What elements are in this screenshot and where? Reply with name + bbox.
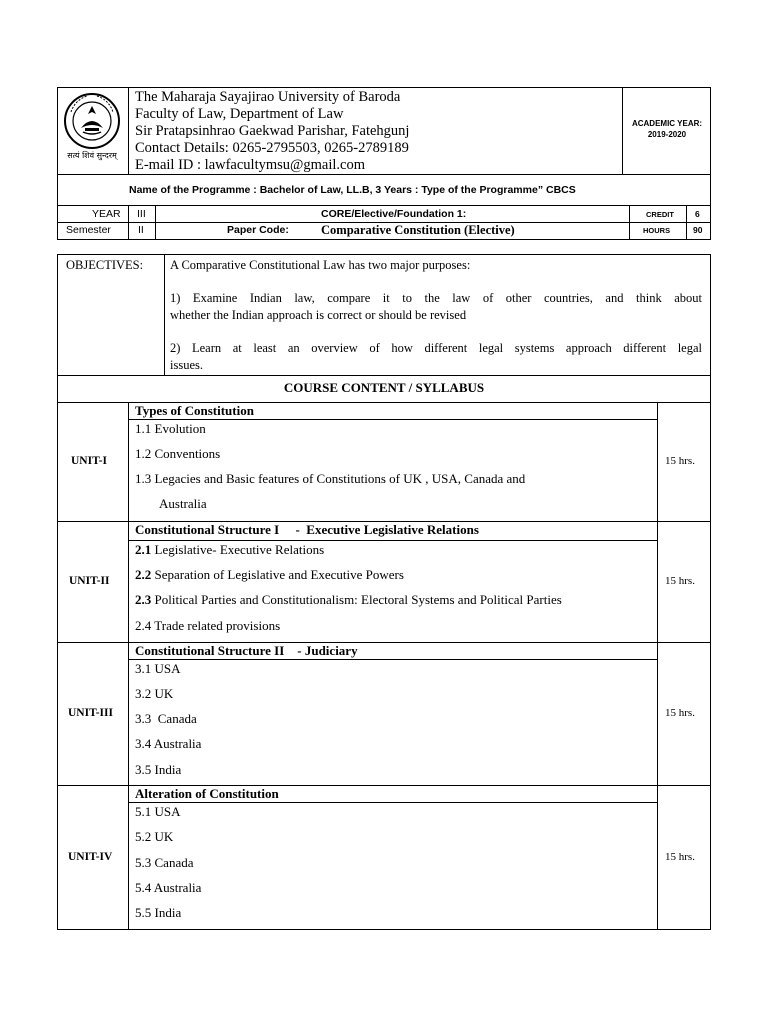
unit-3-title: Constitutional Structure II - Judiciary (135, 643, 358, 658)
year-value: III (137, 208, 146, 220)
unit-2-item: 2.2 Separation of Legislative and Executive Powers (135, 567, 404, 582)
unit-1-item: 1.1 Evolution (135, 421, 206, 436)
unit-1-label: UNIT-I (71, 455, 108, 467)
objective-2-line-1: 2) Learn at least an overview of how different legal systems approach different legal (170, 341, 702, 355)
objective-2-line-2: issues. (170, 358, 203, 372)
unit-1-item: Australia (159, 496, 207, 511)
unit-3-label: UNIT-III (68, 707, 113, 719)
semester-label: Semester (66, 224, 111, 236)
unit-4-hours: 15 hrs. (665, 851, 695, 863)
header-divider-left (128, 87, 129, 175)
year-label: YEAR (92, 208, 121, 220)
paper-code-label: Paper Code: (227, 224, 289, 236)
unit-4-item: 5.5 India (135, 905, 182, 920)
unit-1-item: 1.3 Legacies and Basic features of Constitutions of UK , USA, Canada and (135, 471, 526, 486)
objectives-intro: A Comparative Constitutional Law has two major purposes: (170, 258, 471, 272)
unit-4-item: 5.1 USA (135, 804, 181, 819)
unit-3-item: 3.2 UK (135, 686, 174, 701)
programme-name: Name of the Programme : Bachelor of Law, LL.B, 3 Years : Type of the Programme” CBCS (129, 184, 576, 196)
semester-value: II (138, 224, 144, 236)
contact-details: Contact Details: 0265-2795503, 0265-2789189 (135, 140, 409, 156)
logo-motto: सत्यं शिवं सुन्दरम् (67, 151, 117, 160)
objectives-label: OBJECTIVES: (66, 258, 144, 272)
unit-4-item: 5.2 UK (135, 829, 174, 844)
objective-1-line-1: 1) Examine Indian law, compare it to the law of other countries, and think about (170, 291, 702, 305)
unit-4-content-cell (128, 803, 658, 930)
unit-4-item: 5.3 Canada (135, 855, 194, 870)
unit-4-title: Alteration of Constitution (135, 786, 279, 801)
unit-3-hours: 15 hrs. (665, 707, 695, 719)
hours-label: HOURS (643, 226, 671, 235)
unit-1-title: Types of Constitution (135, 403, 254, 418)
credit-value: 6 (695, 209, 700, 219)
unit-2-item: 2.3 Political Parties and Constitutionalism: Electoral Systems and Political Parties (135, 592, 562, 607)
core-elective-label: CORE/Elective/Foundation 1: (321, 208, 467, 220)
paper-title: Comparative Constitution (Elective) (321, 223, 515, 237)
unit-3-item: 3.4 Australia (135, 736, 202, 751)
academic-year-label: ACADEMIC YEAR: (631, 119, 703, 128)
unit-2-label: UNIT-II (69, 575, 110, 587)
hours-value: 90 (693, 225, 703, 235)
unit-2-hours: 15 hrs. (665, 575, 695, 587)
objective-1-line-2: whether the Indian approach is correct or should be revised (170, 308, 467, 322)
unit-2-item: 2.1 Legislative- Executive Relations (135, 542, 325, 557)
unit-4-item: 5.4 Australia (135, 880, 202, 895)
university-logo (63, 92, 121, 150)
faculty-name: Faculty of Law, Department of Law (135, 106, 344, 122)
unit-4-label: UNIT-IV (68, 851, 113, 863)
unit-1-item: 1.2 Conventions (135, 446, 221, 461)
unit-1-hours: 15 hrs. (665, 455, 695, 467)
unit-3-item: 3.1 USA (135, 661, 181, 676)
credit-label: CREDIT (646, 210, 674, 219)
unit-3-content-cell (128, 660, 658, 785)
seal-icon (63, 92, 121, 150)
unit-3-item: 3.5 India (135, 762, 182, 777)
unit-2-item: 2.4 Trade related provisions (135, 618, 281, 633)
address: Sir Pratapsinhrao Gaekwad Parishar, Fatehgunj (135, 123, 410, 139)
unit-2-title: Constitutional Structure I - Executive Legislative Relations (135, 522, 479, 537)
unit-3-item: 3.3 Canada (135, 711, 197, 726)
university-name: The Maharaja Sayajirao University of Baroda (135, 89, 401, 105)
academic-year-value: 2019-2020 (647, 130, 687, 139)
syllabus-title: COURSE CONTENT / SYLLABUS (283, 380, 485, 395)
email-id: E-mail ID : lawfacultymsu@gmail.com (135, 157, 365, 173)
